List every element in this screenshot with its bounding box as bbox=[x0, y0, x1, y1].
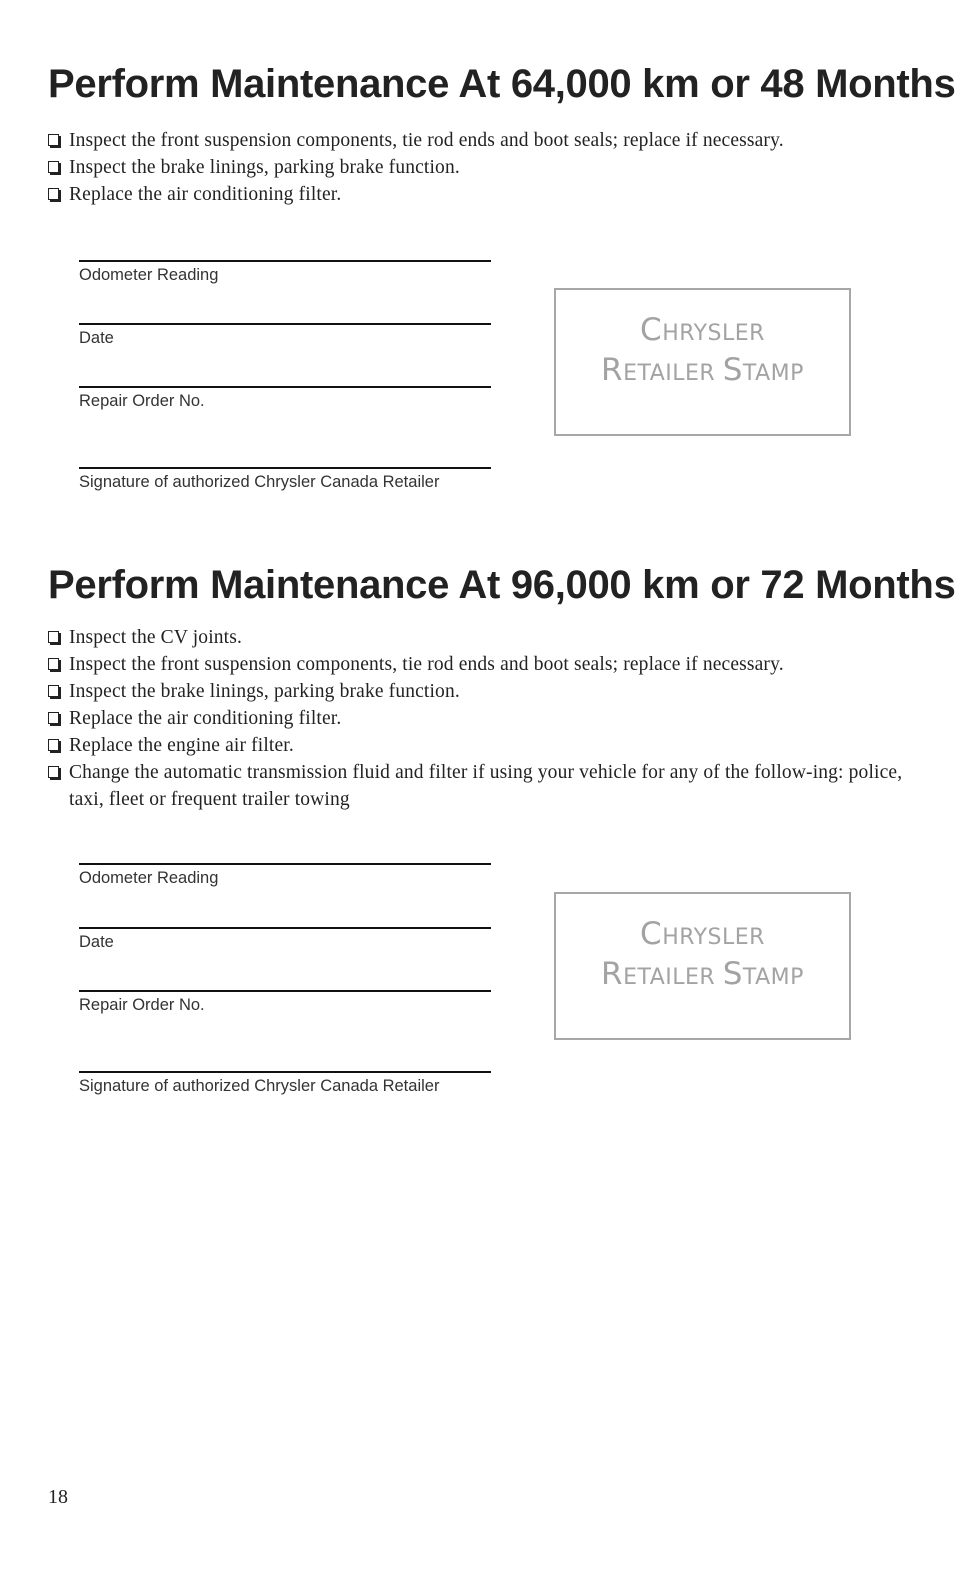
odometer-field[interactable] bbox=[79, 260, 491, 285]
page-number: 18 bbox=[48, 1486, 68, 1508]
retailer-stamp-box bbox=[554, 288, 851, 436]
maintenance-checklist bbox=[48, 624, 908, 813]
checkbox-icon[interactable] bbox=[48, 188, 59, 200]
field-label: Date bbox=[79, 933, 114, 951]
repair-order-field[interactable] bbox=[79, 990, 491, 1015]
checkbox-icon[interactable] bbox=[48, 658, 59, 670]
odometer-field[interactable] bbox=[79, 863, 491, 888]
repair-order-field[interactable] bbox=[79, 386, 491, 411]
signature-line bbox=[79, 323, 491, 325]
maintenance-checklist bbox=[48, 127, 908, 208]
field-label: Signature of authorized Chrysler Canada Retailer bbox=[79, 473, 440, 491]
signature-line bbox=[79, 386, 491, 388]
checkbox-icon[interactable] bbox=[48, 712, 59, 724]
section-heading: Perform Maintenance At 64,000 km or 48 Months bbox=[48, 62, 956, 106]
checklist-item: Change the automatic transmission fluid and filter if using your vehicle for any of the follow-ing: police, taxi, fleet or frequent trailer towing bbox=[48, 759, 908, 813]
stamp-text: CHRYSLER bbox=[640, 916, 765, 952]
checklist-item: Inspect the brake linings, parking brake function. bbox=[48, 154, 908, 181]
date-field[interactable] bbox=[79, 927, 491, 952]
checkbox-icon[interactable] bbox=[48, 685, 59, 697]
checklist-item: Inspect the front suspension components, tie rod ends and boot seals; replace if necessary. bbox=[48, 651, 908, 678]
signature-line bbox=[79, 467, 491, 469]
section-heading: Perform Maintenance At 96,000 km or 72 Months bbox=[48, 563, 956, 607]
checkbox-icon[interactable] bbox=[48, 134, 59, 146]
field-label: Date bbox=[79, 329, 114, 347]
field-label: Repair Order No. bbox=[79, 996, 205, 1014]
stamp-text: RETAILER STAMP bbox=[601, 352, 804, 388]
retailer-signature-field[interactable] bbox=[79, 1071, 491, 1096]
checkbox-icon[interactable] bbox=[48, 161, 59, 173]
signature-line bbox=[79, 863, 491, 865]
field-label: Repair Order No. bbox=[79, 392, 205, 410]
field-label: Odometer Reading bbox=[79, 266, 219, 284]
checkbox-icon[interactable] bbox=[48, 631, 59, 643]
checklist-item: Replace the engine air filter. bbox=[48, 732, 908, 759]
field-label: Odometer Reading bbox=[79, 869, 219, 887]
stamp-text: RETAILER STAMP bbox=[601, 956, 804, 992]
signature-line bbox=[79, 260, 491, 262]
field-label: Signature of authorized Chrysler Canada Retailer bbox=[79, 1077, 440, 1095]
checklist-item: Replace the air conditioning filter. bbox=[48, 705, 908, 732]
signature-line bbox=[79, 990, 491, 992]
signature-line bbox=[79, 927, 491, 929]
checkbox-icon[interactable] bbox=[48, 739, 59, 751]
stamp-text: CHRYSLER bbox=[640, 312, 765, 348]
signature-line bbox=[79, 1071, 491, 1073]
checklist-item: Inspect the brake linings, parking brake function. bbox=[48, 678, 908, 705]
checklist-item: Replace the air conditioning filter. bbox=[48, 181, 908, 208]
checkbox-icon[interactable] bbox=[48, 766, 59, 778]
retailer-signature-field[interactable] bbox=[79, 467, 491, 492]
retailer-stamp-box bbox=[554, 892, 851, 1040]
checklist-item: Inspect the front suspension components, tie rod ends and boot seals; replace if necessary. bbox=[48, 127, 908, 154]
checklist-item: Inspect the CV joints. bbox=[48, 624, 908, 651]
date-field[interactable] bbox=[79, 323, 491, 348]
